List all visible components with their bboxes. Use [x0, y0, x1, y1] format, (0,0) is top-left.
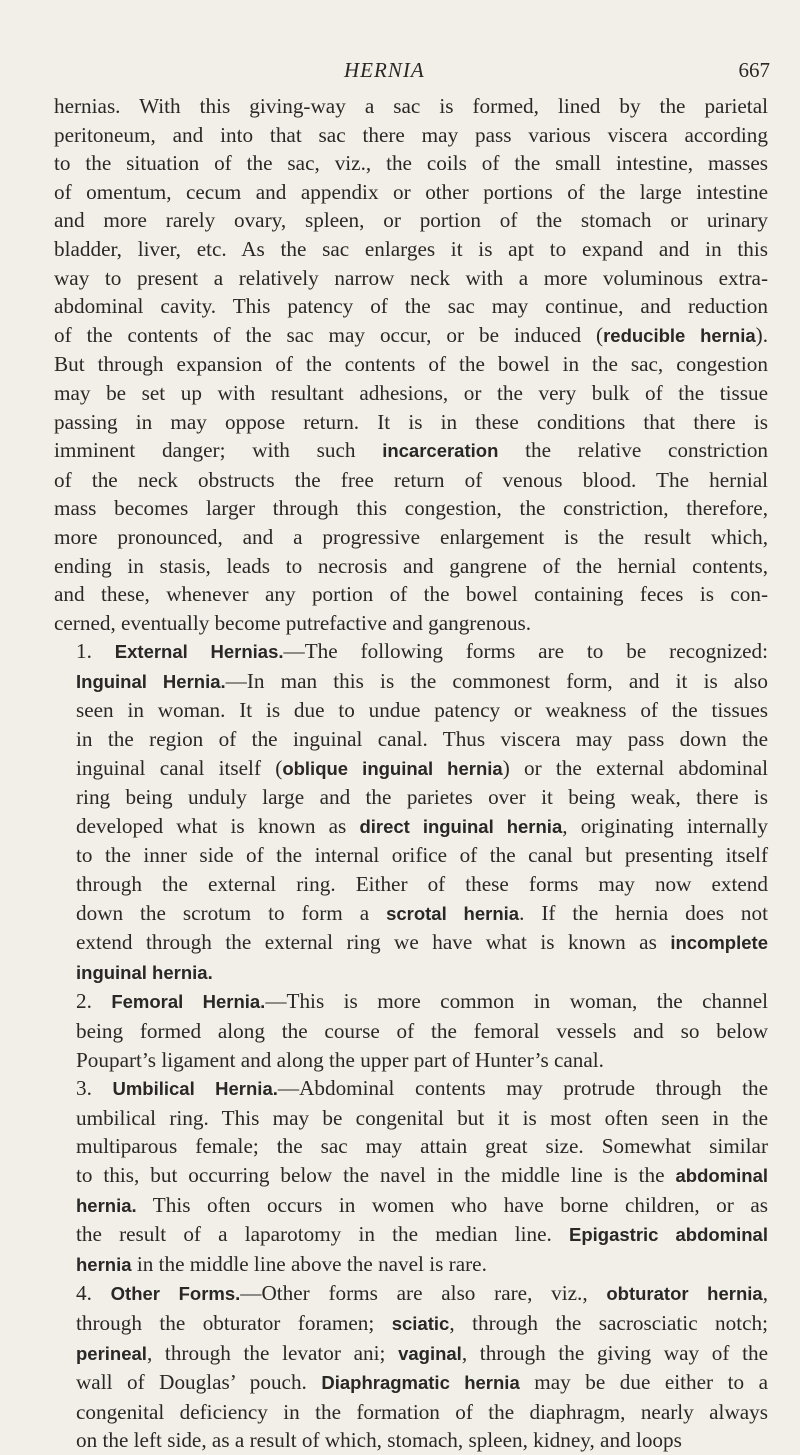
text-run: 3.: [76, 1076, 113, 1101]
text-line: [54, 235, 768, 264]
bold-term: obturator hernia: [606, 1283, 763, 1305]
text-line: [54, 1339, 768, 1369]
text-run: But through expansion of the contents of the bowel in the sac, congestion: [54, 352, 768, 377]
paragraph: [54, 637, 768, 987]
text-line: [54, 841, 768, 870]
bold-term: Epigastric abdominal: [569, 1224, 768, 1246]
text-line: [54, 667, 768, 697]
text-line: [54, 1161, 768, 1191]
paragraph: [54, 92, 768, 637]
text-run: passing in may oppose return. It is in these conditions that there is: [54, 409, 768, 434]
text-run: mass becomes larger through this congestion, the constriction, therefore,: [54, 496, 768, 521]
bold-term: direct inguinal hernia: [359, 815, 563, 837]
text-run: developed what is known as: [76, 813, 360, 838]
text-line: [54, 1074, 768, 1104]
text-run: —Other forms are also rare, viz.,: [240, 1281, 607, 1306]
text-run: bladder, liver, etc. As the sac enlarges it is apt to expand and in this: [54, 236, 768, 261]
text-line: [54, 1132, 768, 1161]
text-run: ring being unduly large and the parietes over it being weak, there is: [76, 785, 768, 810]
bold-term: scrotal hernia: [386, 902, 520, 924]
text-run: ,: [762, 1281, 769, 1306]
text-run: , through the levator ani;: [146, 1340, 399, 1365]
page-header: [54, 58, 768, 90]
paragraph: [54, 1279, 768, 1455]
text-line: [54, 637, 768, 667]
text-run: through the external ring. Either of these forms may now extend: [76, 872, 768, 897]
text-line: [54, 812, 768, 842]
text-line: [54, 178, 768, 207]
text-line: [54, 1279, 768, 1309]
text-line: [54, 696, 768, 725]
text-run: in the region of the inguinal canal. Thus viscera may pass down the: [76, 727, 768, 752]
text-run: extend through the external ring we have what is known as: [76, 930, 671, 955]
text-run: ) or the external abdominal: [502, 755, 768, 780]
text-run: ending in stasis, leads to necrosis and gangrene of the hernial contents,: [54, 553, 768, 578]
bold-term: oblique inguinal hernia: [282, 757, 503, 779]
text-run: through the obturator foramen;: [76, 1310, 392, 1335]
bold-term: External Hernias.: [114, 641, 284, 663]
text-line: [54, 206, 768, 235]
text-run: cerned, eventually become putrefactive and gangrenous.: [54, 610, 532, 635]
text-run: of the neck obstructs the free return of venous blood. The hernial: [54, 467, 768, 492]
bold-term: vaginal: [398, 1342, 462, 1364]
text-run: to the situation of the sac, viz., the coils of the small intestine, masses: [54, 151, 768, 176]
text-line: [54, 1426, 768, 1455]
body-text: [54, 92, 768, 1455]
text-run: in the middle line above the navel is rare.: [131, 1251, 487, 1276]
text-run: congenital deficiency in the formation of the diaphragm, nearly always: [76, 1399, 768, 1424]
text-line: [54, 725, 768, 754]
text-run: and these, whenever any portion of the bowel containing feces is con-: [54, 582, 768, 607]
text-run: wall of Douglas’ pouch.: [76, 1370, 322, 1395]
text-line: [54, 609, 768, 638]
text-run: the relative constriction: [498, 438, 769, 463]
text-line: [54, 292, 768, 321]
text-line: [54, 1104, 768, 1133]
text-run: may be due either to a: [519, 1370, 769, 1395]
text-line: [54, 436, 768, 466]
text-line: [54, 466, 768, 495]
text-run: hernias. With this giving-way a sac is formed, lined by the parietal: [54, 94, 768, 118]
text-line: [54, 552, 768, 581]
text-run: peritoneum, and into that sac there may pass various viscera according: [54, 122, 768, 147]
text-run: 1.: [76, 639, 115, 664]
text-line: [54, 1250, 768, 1280]
paragraph: [54, 1074, 768, 1279]
bold-term: Inguinal Hernia.: [76, 670, 226, 692]
text-line: [54, 350, 768, 379]
text-run: ).: [755, 322, 769, 347]
bold-term: incarceration: [382, 440, 499, 462]
text-run: —This is more common in woman, the channel: [265, 989, 769, 1014]
running-head: HERNIA: [344, 58, 425, 82]
text-run: imminent danger; with such: [54, 438, 383, 463]
bold-term: perineal: [76, 1342, 147, 1364]
text-run: may be set up with resultant adhesions, or the very bulk of the tissue: [54, 380, 768, 405]
text-line: [54, 121, 768, 150]
text-line: [54, 92, 768, 121]
book-page: [54, 58, 768, 1455]
bold-term: inguinal hernia.: [76, 961, 213, 983]
text-line: [54, 408, 768, 437]
bold-term: abdominal: [675, 1164, 768, 1186]
text-line: [54, 1309, 768, 1339]
text-run: more pronounced, and a progressive enlargement is the result which,: [54, 524, 768, 549]
text-run: of omentum, cecum and appendix or other portions of the large intestine: [54, 179, 768, 204]
text-line: [54, 783, 768, 812]
text-line: [54, 928, 768, 958]
text-run: abdominal cavity. This patency of the sac may continue, and reduction: [54, 294, 768, 319]
text-run: This often occurs in women who have borne children, or as: [136, 1192, 768, 1217]
text-run: . If the hernia does not: [519, 900, 769, 925]
text-run: —The following forms are to be recognized:: [283, 639, 768, 664]
text-run: the result of a laparotomy in the median line.: [76, 1222, 569, 1247]
text-line: [54, 754, 768, 784]
text-run: way to present a relatively narrow neck with a more voluminous extra-: [54, 265, 768, 290]
text-run: multiparous female; the sac may attain great size. Somewhat similar: [76, 1134, 768, 1159]
text-line: [54, 321, 768, 351]
text-line: [54, 523, 768, 552]
bold-term: hernia.: [76, 1194, 137, 1216]
text-run: , originating internally: [562, 813, 769, 838]
text-run: —Abdominal contents may protrude through the: [277, 1076, 769, 1101]
text-run: to this, but occurring below the navel in the middle line is the: [76, 1162, 676, 1187]
bold-term: Diaphragmatic hernia: [321, 1372, 520, 1394]
text-line: [54, 958, 768, 988]
text-line: [54, 987, 768, 1017]
text-run: —In man this is the commonest form, and it is also: [225, 668, 768, 693]
text-line: [54, 1191, 768, 1221]
text-line: [54, 1220, 768, 1250]
text-line: [54, 379, 768, 408]
text-run: Poupart’s ligament and along the upper part of Hunter’s canal.: [76, 1047, 604, 1072]
text-line: [54, 899, 768, 929]
text-run: down the scrotum to form a: [76, 900, 387, 925]
text-run: of the contents of the sac may occur, or be induced (: [54, 322, 604, 347]
bold-term: Femoral Hernia.: [111, 991, 266, 1013]
text-line: [54, 1368, 768, 1398]
text-run: 2.: [76, 989, 112, 1014]
bold-term: sciatic: [391, 1312, 450, 1334]
bold-term: reducible hernia: [603, 324, 756, 346]
page-number: 667: [738, 58, 770, 82]
text-line: [54, 870, 768, 899]
text-line: [54, 1017, 768, 1046]
bold-term: Umbilical Hernia.: [112, 1078, 278, 1100]
paragraph: [54, 987, 768, 1074]
text-line: [54, 494, 768, 523]
text-run: , through the sacrosciatic notch;: [449, 1310, 769, 1335]
text-run: to the inner side of the internal orifice of the canal but presenting itself: [76, 843, 768, 868]
text-run: seen in woman. It is due to undue patency or weakness of the tissues: [76, 698, 768, 723]
text-line: [54, 580, 768, 609]
text-line: [54, 1398, 768, 1427]
text-run: umbilical ring. This may be congenital but it is most often seen in the: [76, 1105, 768, 1130]
text-run: inguinal canal itself (: [76, 755, 283, 780]
text-run: being formed along the course of the femoral vessels and so below: [76, 1019, 768, 1043]
text-run: 4.: [76, 1281, 111, 1306]
bold-term: incomplete: [670, 932, 768, 954]
text-run: , through the giving way of the: [461, 1340, 769, 1365]
text-run: and more rarely ovary, spleen, or portion of the stomach or urinary: [54, 208, 768, 233]
bold-term: hernia: [76, 1253, 132, 1275]
text-run: on the left side, as a result of which, stomach, spleen, kidney, and loops: [76, 1428, 682, 1453]
text-line: [54, 1046, 768, 1075]
text-line: [54, 149, 768, 178]
bold-term: Other Forms.: [110, 1283, 241, 1305]
text-line: [54, 264, 768, 293]
